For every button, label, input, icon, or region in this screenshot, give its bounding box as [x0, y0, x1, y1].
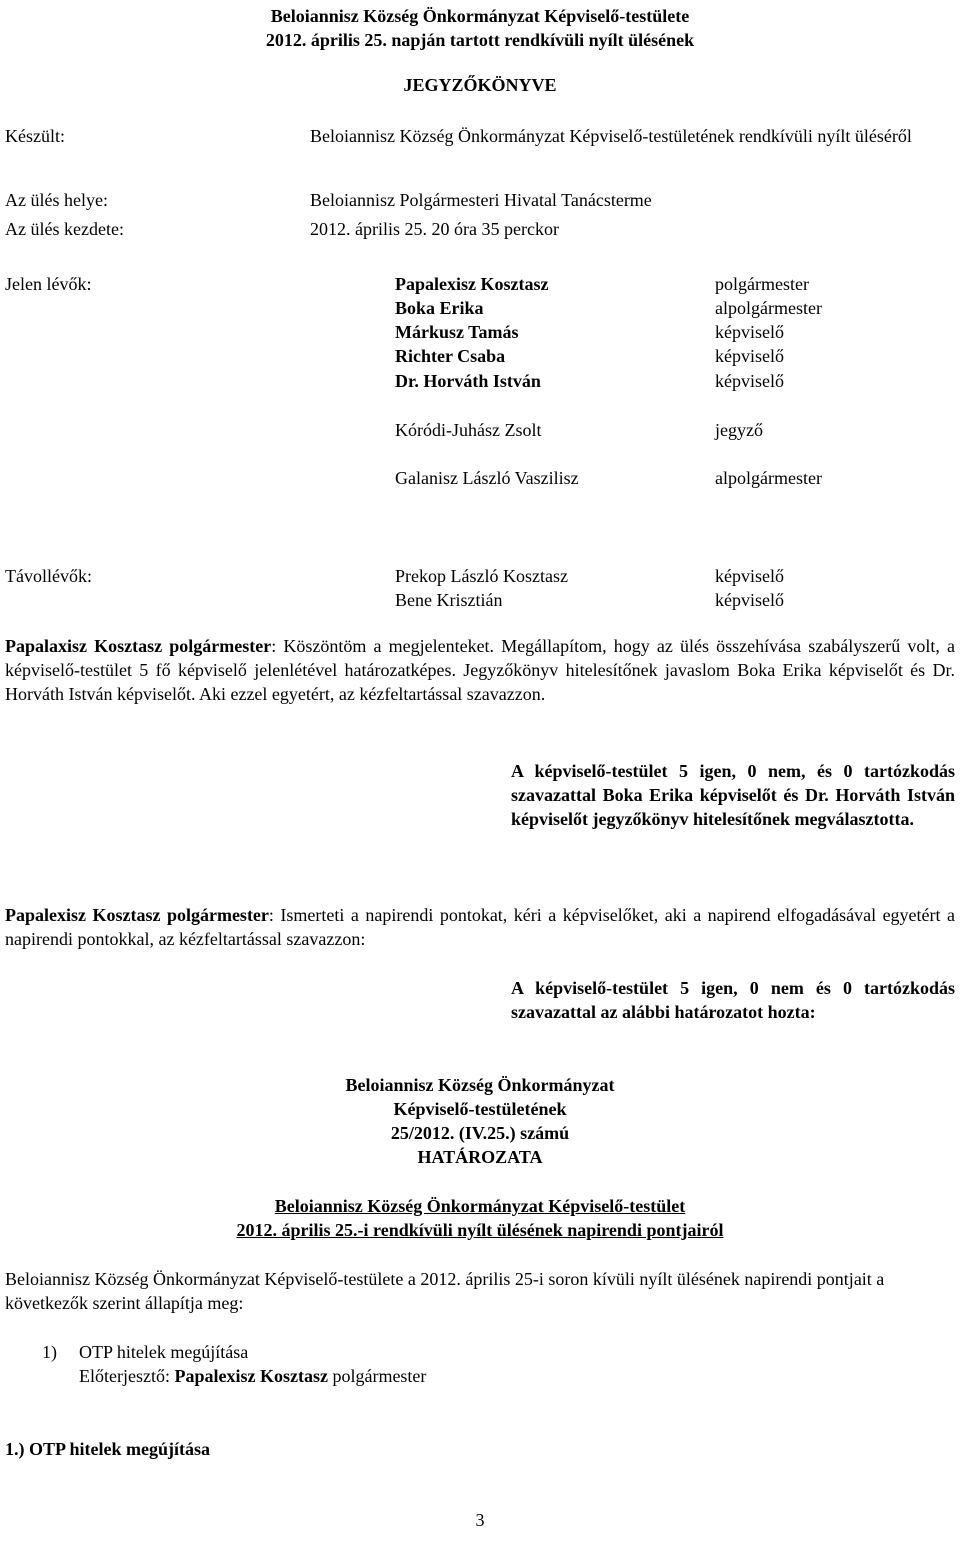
section-heading: 1.) OTP hitelek megújítása [5, 1439, 210, 1459]
present-name: Richter Csaba [395, 346, 506, 366]
header-line-2: 2012. április 25. napján tartott rendkívüli nyílt ülésének [265, 30, 695, 50]
agenda-intro: Beloiannisz Község Önkormányzat Képviselő-testülete a 2012. április 25-i soron kívüli nyílt ülésének napirendi pontjait a következők szerint állapítja meg: [5, 1269, 885, 1313]
document-title: JEGYZŐKÖNYVE [403, 75, 557, 95]
present-name: Márkusz Tamás [395, 322, 519, 342]
present-other-name: Galanisz László Vaszilisz [395, 468, 579, 488]
header-line-1: Beloiannisz Község Önkormányzat Képviselő-testülete [270, 6, 690, 26]
present-role: képviselő [715, 346, 784, 366]
present-name: Papalexisz Kosztasz [395, 274, 549, 294]
kezdete-label: Az ülés kezdete: [5, 219, 124, 239]
agenda-item-title: OTP hitelek megújítása [79, 1342, 249, 1362]
absent-label: Távollévők: [5, 566, 92, 586]
absent-name: Prekop László Kosztasz [395, 566, 568, 586]
resolution-line-3: 25/2012. (IV.25.) számú [390, 1123, 570, 1143]
agenda-title-line-1: Beloiannisz Község Önkormányzat Képviselő-testület [274, 1196, 686, 1216]
keszult-value: Beloiannisz Község Önkormányzat Képviselő-testületének rendkívüli nyílt üléséről [310, 126, 912, 146]
resolution-line-2: Képviselő-testületének [393, 1099, 567, 1119]
present-role: képviselő [715, 371, 784, 391]
present-role: képviselő [715, 322, 784, 342]
agenda-title-line-2: 2012. április 25.-i rendkívüli nyílt ülésének napirendi pontjairól [236, 1220, 724, 1240]
hely-value: Beloiannisz Polgármesteri Hivatal Tanácsterme [310, 190, 652, 210]
resolution-line-1: Beloiannisz Község Önkormányzat [345, 1075, 615, 1095]
present-other-role: jegyző [715, 420, 763, 440]
keszult-label: Készült: [5, 126, 65, 146]
vote-result-1: A képviselő-testület 5 igen, 0 nem, és 0 tartózkodás szavazattal Boka Erika képviselőt és Dr. Horváth István képviselőt jegyzőkönyv hitelesítőnek megválasztotta. [511, 761, 955, 829]
speaker-name: Papalaxisz Kosztasz polgármester [5, 636, 272, 656]
page-number: 3 [475, 1510, 485, 1530]
paragraph-text: : Ismerteti a napirendi pontokat, kéri a képviselőket, aki a napirend elfogadásával egyetért a napirendi pontokkal, az kézfeltartással szavazzon: [5, 905, 956, 949]
vote-result-2: A képviselő-testület 5 igen, 0 nem és 0 tartózkodás szavazattal az alábbi határozatot hozta: [511, 978, 955, 1022]
absent-name: Bene Krisztián [395, 590, 503, 610]
paragraph-opening [5, 634, 955, 706]
hely-label: Az ülés helye: [5, 190, 108, 210]
paragraph-agenda [5, 903, 955, 951]
present-other-name: Kóródi-Juhász Zsolt [395, 420, 542, 440]
resolution-title: HATÁROZATA [417, 1147, 543, 1167]
present-role: polgármester [715, 274, 809, 294]
agenda-item-number: 1) [42, 1342, 57, 1362]
kezdete-value: 2012. április 25. 20 óra 35 perckor [310, 219, 559, 239]
present-other-role: alpolgármester [715, 468, 822, 488]
agenda-item-presenter [79, 1364, 426, 1388]
present-label: Jelen lévők: [5, 274, 92, 294]
present-name: Dr. Horváth István [395, 371, 541, 391]
present-role: alpolgármester [715, 298, 822, 318]
speaker-name: Papalexisz Kosztasz polgármester [5, 905, 269, 925]
presenter-role: polgármester [327, 1366, 427, 1386]
present-name: Boka Erika [395, 298, 484, 318]
absent-role: képviselő [715, 590, 784, 610]
paragraph-text: : Köszöntöm a megjelenteket. Megállapítom, hogy az ülés összehívása szabályszerű volt, a képviselő-testület 5 fő képviselő jelenlétével határozatképes. Jegyzőkönyv hitelesítőnek javaslom Boka Erika képviselőt és Dr. Horváth István képviselőt. Aki ezzel egyetért, az kézfeltartással szavazzon. [5, 636, 955, 704]
presenter-name: Papalexisz Kosztasz [174, 1366, 328, 1386]
absent-role: képviselő [715, 566, 784, 586]
presenter-label: Előterjesztő: [79, 1366, 175, 1386]
